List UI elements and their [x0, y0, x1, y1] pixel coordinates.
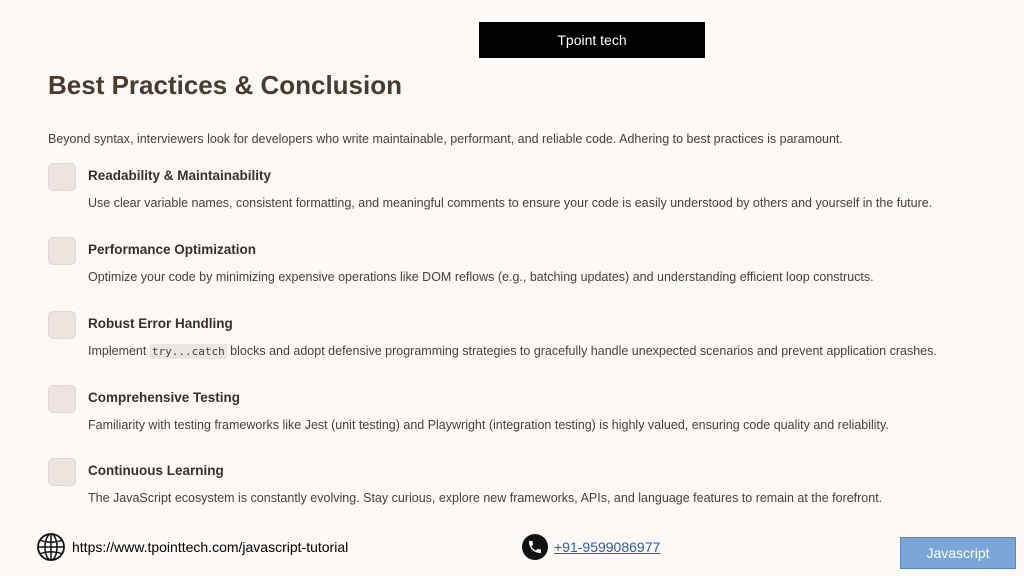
desc-suffix: blocks and adopt defensive programming strategies to gracefully handle unexpected scenarios and prevent application crashes. — [226, 344, 937, 358]
practice-heading: Comprehensive Testing — [88, 390, 241, 405]
website-link[interactable] — [36, 532, 348, 562]
practice-checkbox[interactable] — [48, 458, 76, 486]
practice-item-readability — [48, 163, 988, 223]
globe-icon — [36, 532, 66, 562]
intro-text: Beyond syntax, interviewers look for developers who write maintainable, performant, and reliable code. Adhering to best practices is paramount. — [48, 132, 843, 146]
topic-button[interactable]: Javascript — [900, 537, 1016, 569]
practice-description: The JavaScript ecosystem is constantly evolving. Stay curious, explore new frameworks, APIs, and language features to remain at the forefront. — [88, 491, 883, 505]
inline-code: try...catch — [151, 345, 225, 358]
phone-number[interactable]: +91-9599086977 — [554, 539, 661, 555]
phone-icon — [522, 534, 548, 560]
practice-checkbox[interactable] — [48, 237, 76, 265]
practice-item-performance — [48, 237, 988, 297]
practice-checkbox[interactable] — [48, 385, 76, 413]
phone-link[interactable] — [522, 533, 660, 561]
practice-description: Optimize your code by minimizing expensive operations like DOM reflows (e.g., batching updates) and understanding efficient loop constructs. — [88, 270, 874, 284]
practice-description: Use clear variable names, consistent formatting, and meaningful comments to ensure your code is easily understood by others and yourself in the future. — [88, 196, 933, 210]
practice-heading: Robust Error Handling — [88, 316, 233, 331]
practice-heading: Readability & Maintainability — [88, 168, 272, 183]
practice-item-learning — [48, 458, 988, 518]
page-title: Best Practices & Conclusion — [48, 70, 402, 100]
practice-checkbox[interactable] — [48, 163, 76, 191]
practice-item-error-handling — [48, 311, 988, 371]
practice-heading: Continuous Learning — [88, 463, 224, 478]
practice-item-testing — [48, 385, 988, 445]
practice-description — [88, 344, 937, 358]
website-url[interactable]: https://www.tpointtech.com/javascript-tutorial — [72, 539, 349, 555]
desc-prefix: Implement — [88, 344, 150, 358]
practice-checkbox[interactable] — [48, 311, 76, 339]
practice-description: Familiarity with testing frameworks like Jest (unit testing) and Playwright (integration testing) is highly valued, ensuring code quality and reliability. — [88, 418, 889, 432]
practice-heading: Performance Optimization — [88, 242, 257, 257]
brand-banner: Tpoint tech — [479, 22, 705, 58]
